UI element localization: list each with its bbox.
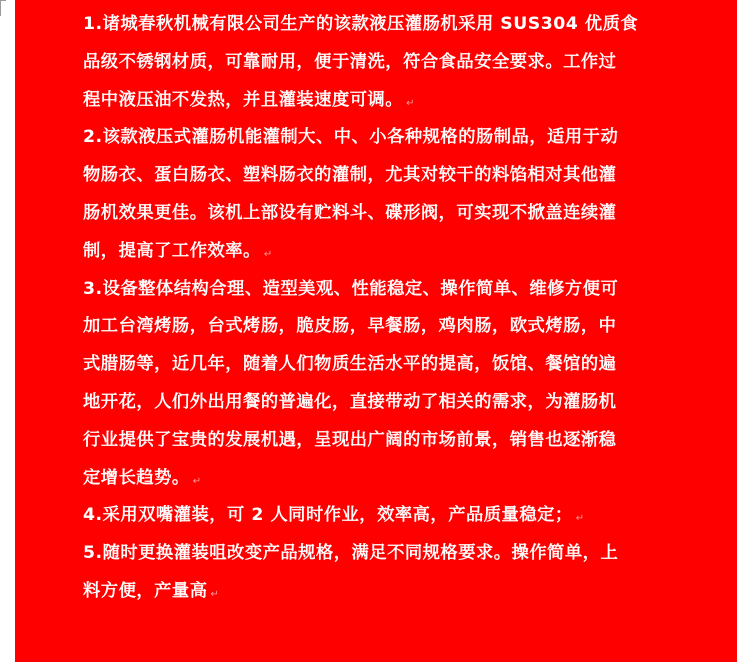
paragraph-4 [83, 497, 723, 535]
text-line [83, 573, 723, 611]
text-line [83, 460, 723, 498]
text-line-content: 4.采用双嘴灌装，可 2 人同时作业，效率高，产品质量稳定； [83, 505, 573, 526]
paragraph-mark-icon: ↵ [575, 513, 585, 525]
text-line: 2.该款液压式灌肠机能灌制大、中、小各种规格的肠制品，适用于动 [83, 127, 619, 148]
text-line [83, 497, 723, 535]
paragraph-mark-icon: ↵ [406, 97, 415, 109]
paragraph-5 [83, 535, 723, 611]
text-line: 1.诸城春秋机械有限公司生产的该款液压灌肠机采用 SUS304 优质食 [83, 14, 639, 34]
text-line-content: 料方便，产量高 [83, 580, 208, 601]
text-line-content: 制，提高了工作效率。 [83, 240, 261, 261]
text-line: 行业提供了宝贵的发展机遇，呈现出广阔的市场前景，销售也逐渐稳 [83, 429, 617, 450]
paragraph-3 [83, 271, 723, 498]
document-body [83, 6, 723, 611]
paragraph-mark-icon: ↵ [263, 248, 273, 260]
text-line-content: 定增长趋势。 [83, 467, 190, 488]
text-line: 3.设备整体结构合理、造型美观、性能稳定、操作简单、维修方便可 [83, 278, 619, 299]
text-line: 加工台湾烤肠，台式烤肠，脆皮肠，早餐肠，鸡肉肠，欧式烤肠，中 [83, 316, 617, 337]
text-line: 地开花，人们外出用餐的普遍化，直接带动了相关的需求，为灌肠机 [83, 391, 617, 412]
text-line: 肠机效果更佳。该机上部设有贮料斗、碟形阀，可实现不掀盖连续灌 [83, 202, 617, 223]
text-line: 式腊肠等，近几年，随着人们物质生活水平的提高，饭馆、餐馆的遍 [83, 354, 617, 375]
paragraph-1 [83, 6, 723, 119]
page-corner-marker [0, 0, 6, 16]
paragraph-2 [83, 119, 723, 270]
paragraph-mark-icon: ↵ [192, 475, 202, 487]
text-line: 5.随时更换灌装咀改变产品规格，满足不同规格要求。操作简单，上 [83, 543, 619, 564]
paragraph-mark-icon: ↵ [210, 588, 220, 600]
text-line-content: 程中液压油不发热，并且灌装速度可调。 [83, 89, 404, 110]
text-line: 物肠衣、蛋白肠衣、塑料肠衣的灌制，尤其对较干的料馅相对其他灌 [83, 165, 617, 186]
text-line [83, 233, 723, 271]
text-line: 品级不锈钢材质，可靠耐用，便于清洗，符合食品安全要求。工作过 [83, 51, 617, 72]
text-line [83, 82, 723, 120]
